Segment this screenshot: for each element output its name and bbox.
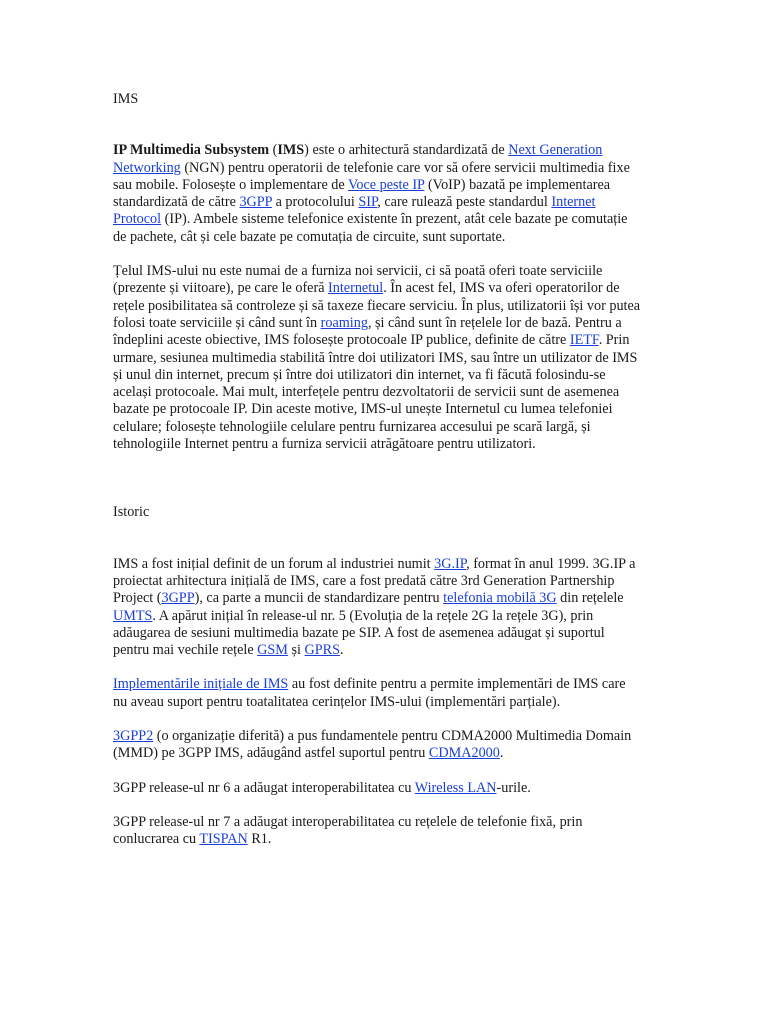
link-3g-ip[interactable]: 3G.IP	[434, 555, 467, 572]
link-tispan[interactable]: TISPAN	[199, 831, 248, 848]
text-run: ), ca parte a muncii de standardizare pentru	[194, 590, 444, 607]
text-run: IMS a fost inițial definit de un forum al industriei numit	[113, 555, 435, 572]
release7-paragraph	[113, 814, 643, 849]
link-ietf[interactable]: IETF	[569, 332, 599, 349]
link-umts[interactable]: UMTS	[113, 607, 153, 624]
link-sip[interactable]: SIP	[358, 194, 378, 211]
intro-paragraph	[113, 142, 643, 246]
text-run: au fost definite pentru a permite implementări de IMS care nu aveau suport pentru toatalitatea cerințelor IMS-ului (implementări parțiale).	[113, 676, 626, 710]
document-page	[113, 91, 643, 849]
link-3gpp2[interactable]: 3GPP2	[113, 728, 154, 745]
link-gsm[interactable]: GSM	[257, 642, 288, 659]
text-run: 3GPP release-ul nr 7 a adăugat interoperabilitatea cu rețelele de telefonie fixă, prin conlucrarea cu	[113, 813, 583, 848]
text-run: -urile.	[496, 779, 531, 796]
text-run: .	[499, 745, 504, 762]
term-ims-full: IP Multimedia Subsystem	[113, 142, 270, 159]
link-next-generation-networking[interactable]: Next Generation Networking	[113, 142, 603, 176]
release6-paragraph	[113, 780, 643, 797]
link-voce-peste-ip[interactable]: Voce peste IP	[347, 176, 425, 193]
link-internetul[interactable]: Internetul	[328, 280, 384, 297]
text-run: , și când sunt în rețelele lor de bază. Pentru a îndeplini aceste obiective, IMS folosește protocoale IP publice, definite de către	[113, 314, 622, 349]
text-run: . A apărut inițial în release-ul nr. 5 (Evoluția de la rețele 2G la rețele 3G), prin adăugarea de sesiuni multimedia bazate pe SIP. A fost de asemenea adăugat și suportul pentru mai vechile rețele	[113, 607, 605, 659]
early-implementations-paragraph	[113, 676, 643, 711]
term-ims: IMS	[277, 142, 305, 159]
text-run: și	[287, 642, 305, 659]
text-run: din rețelele	[556, 590, 624, 607]
link-implementari-initiale[interactable]: Implementările inițiale de IMS	[113, 676, 289, 693]
link-internet-protocol[interactable]: Internet Protocol	[113, 194, 596, 228]
link-cdma2000[interactable]: CDMA2000	[428, 745, 500, 762]
text-run: .	[340, 642, 344, 659]
link-gprs[interactable]: GPRS	[304, 642, 340, 659]
text-run: R1.	[247, 831, 272, 848]
history-paragraph	[113, 556, 643, 660]
text-run: Țelul IMS-ului nu este numai de a furniza noi servicii, ci să poată oferi toate serviciile (prezente și viitoare), pe care le oferă	[113, 263, 603, 297]
text-run: (VoIP) bazată pe implementarea standardizată de către	[113, 176, 611, 211]
text-run: , format în anul 1999. 3G.IP a proiectat arhitectura inițială de IMS, care a fost predată către 3rd Generation Partnership Project (	[113, 555, 636, 607]
text-run: (o organizație diferită) a pus fundamentele pentru CDMA2000 Multimedia Domain (MMD) pe 3GPP IMS, adăugând astfel suportul pentru	[113, 728, 632, 762]
text-run: (	[269, 142, 278, 159]
text-run: ) este o arhitectură standardizată de	[304, 142, 509, 159]
text-run: , care rulează peste standardul	[377, 194, 552, 211]
text-run: a protocolului	[272, 194, 359, 211]
link-wireless-lan[interactable]: Wireless LAN	[414, 779, 497, 796]
goal-paragraph	[113, 263, 643, 453]
link-roaming[interactable]: roaming	[320, 314, 368, 331]
history-heading: Istoric	[113, 504, 150, 521]
link-telefonia-mobila-3g[interactable]: telefonia mobilă 3G	[443, 590, 557, 607]
text-run: (NGN) pentru operatorii de telefonie care vor să ofere servicii multimedia fixe sau mobile. Folosește o implementare de	[113, 159, 630, 193]
document-title: IMS	[113, 91, 139, 107]
text-run: (IP). Ambele sisteme telefonice existente în prezent, atât cele bazate pe comutație de pachete, cât și cele bazate pe comutația de circuite, sunt suportate.	[113, 211, 628, 245]
text-run: . Prin urmare, sesiunea multimedia stabilită între doi utilizatori IMS, sau între un utilizator de IMS și unul din internet, precum și între doi utilizatori din internet, va fi făcută folosindu-se același protocoale. Mai mult, interfețele pentru dezvoltatorii de servicii sunt de asemenea bazate pe protocoale IP. Din aceste motive, IMS-ul unește Internetul cu lumea telefoniei celulare; folosește tehnologiile celulare pentru furnizarea accesului pe scară largă, și tehnologiile Internet pentru a furniza servicii atrăgătoare pentru utilizatori.	[113, 332, 638, 453]
text-run: . În acest fel, IMS va oferi operatorilor de rețele posibilitatea să controleze și să taxeze fiecare serviciu. În plus, utilizatorii își vor putea folosi toate serviciile și când sunt în	[113, 280, 641, 331]
3gpp2-paragraph	[113, 728, 643, 763]
text-run: 3GPP release-ul nr 6 a adăugat interoperabilitatea cu	[113, 779, 415, 796]
link-3gpp-history[interactable]: 3GPP	[161, 590, 195, 607]
link-3gpp[interactable]: 3GPP	[239, 194, 273, 211]
